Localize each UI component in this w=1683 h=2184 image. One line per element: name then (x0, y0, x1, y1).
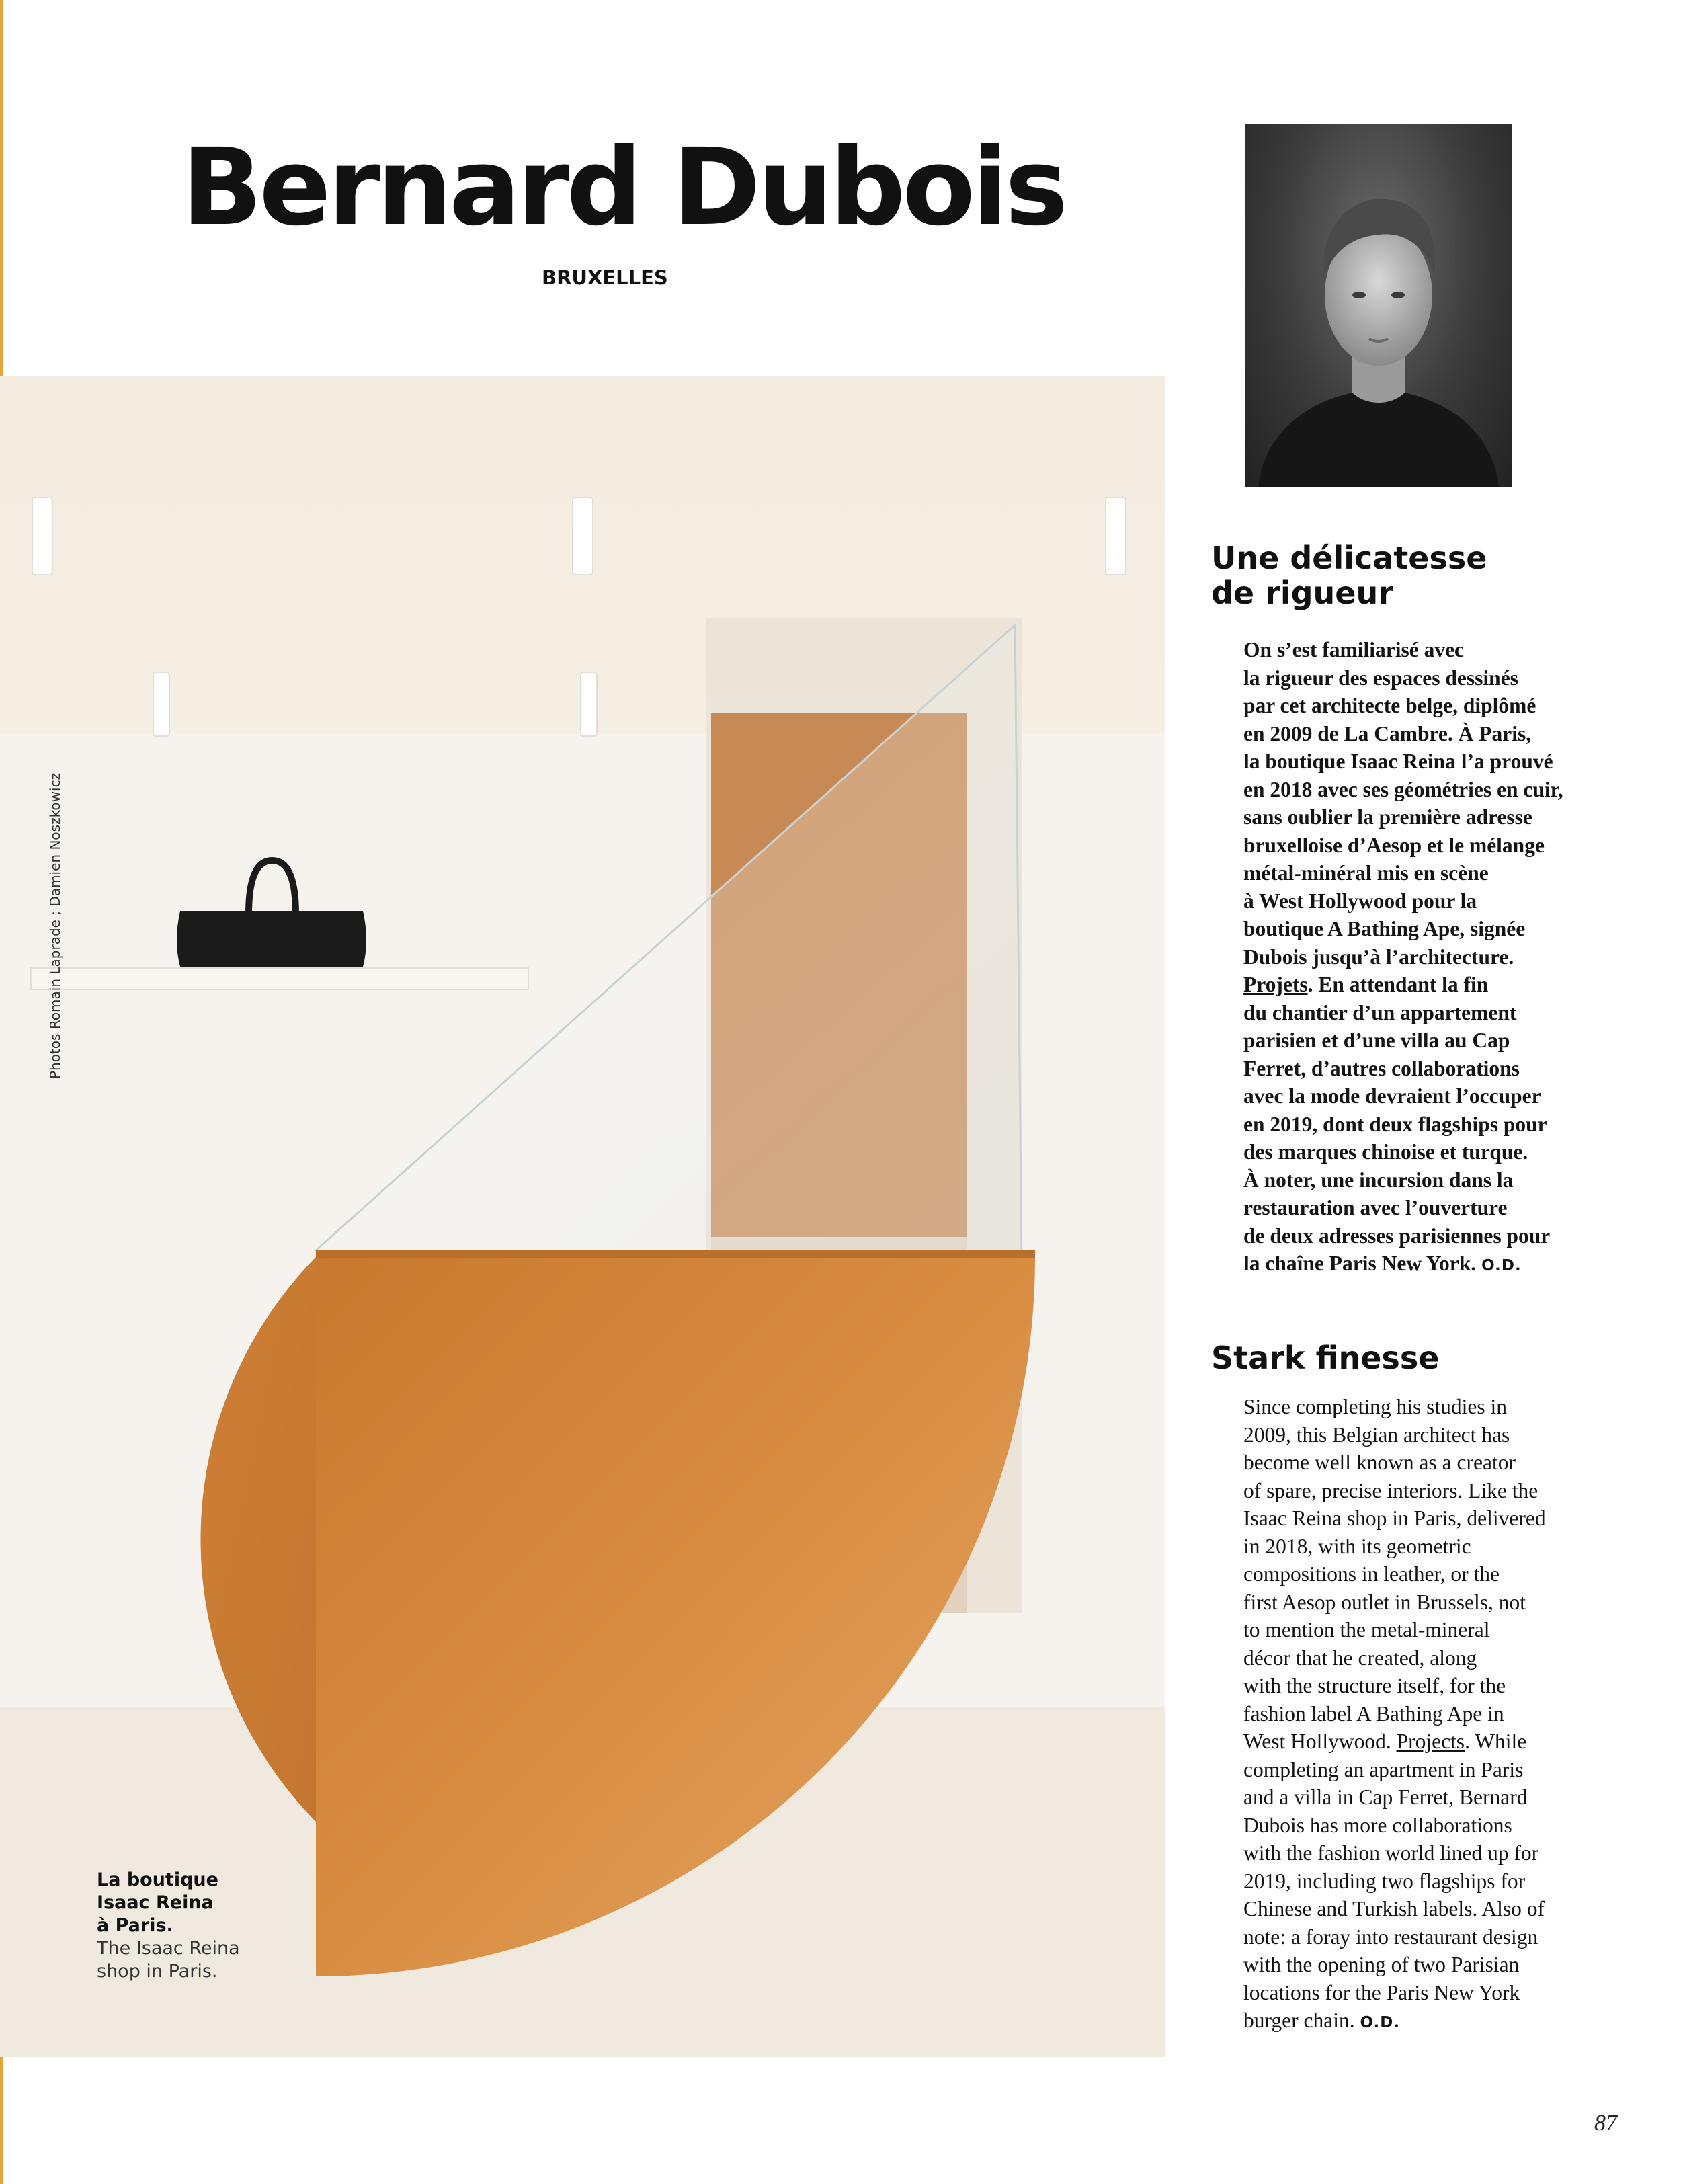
body-line: first Aesop outlet in Brussels, not (1243, 1590, 1526, 1614)
body-line: with the fashion world lined up for (1243, 1841, 1539, 1865)
last-line: burger chain. (1243, 2009, 1355, 2032)
caption-fr-line: à Paris. (97, 1915, 173, 1936)
body-line: fashion label A Bathing Ape in (1243, 1701, 1504, 1726)
body-line (1243, 1728, 1620, 1756)
body-line: la boutique Isaac Reina l’a prouvé (1243, 750, 1553, 773)
body-line: 2009, this Belgian architect has (1243, 1422, 1510, 1447)
body-line: des marques chinoise et turque. (1243, 1140, 1528, 1164)
body-line: en 2019, dont deux flagships pour (1243, 1112, 1547, 1136)
body-line: bruxelloise d’Aesop et le mélange (1243, 833, 1545, 857)
page-title: Bernard Dubois (181, 126, 1065, 249)
body-line (1243, 1250, 1674, 1281)
article-heading-fr (1211, 540, 1588, 610)
caption-en-line: The Isaac Reina (97, 1938, 240, 1959)
article-heading-en: Stark finesse (1211, 1340, 1440, 1376)
body-line: de deux adresses parisiennes pour (1243, 1223, 1551, 1248)
photo-credit: Photos Romain Laprade ; Damien Noszkowicz (47, 772, 63, 1079)
last-line: la chaîne Paris New York. (1243, 1252, 1477, 1275)
page-edge-accent (0, 2057, 3, 2184)
body-line: in 2018, with its geometric (1243, 1534, 1471, 1558)
body-line: compositions in leather, or the (1243, 1562, 1500, 1586)
body-line: en 2009 de La Cambre. À Paris, (1243, 721, 1532, 745)
body-line: become well known as a creator (1243, 1451, 1516, 1474)
body-line: du chantier d’un appartement (1243, 1000, 1517, 1024)
body-line: À noter, une incursion dans la (1243, 1168, 1514, 1192)
body-line: boutique A Bathing Ape, signée (1243, 917, 1526, 940)
photo-caption (97, 1869, 258, 1983)
body-line: to mention the metal-mineral (1243, 1618, 1490, 1642)
body-line: locations for the Paris New York (1243, 1980, 1520, 2005)
heading-line: Une délicatesse (1211, 540, 1487, 576)
keyword-projects: Projects (1396, 1730, 1465, 1753)
body-line (1243, 971, 1674, 999)
body-line: avec la mode devraient l’occuper (1243, 1084, 1541, 1108)
body-line: 2019, including two flagships for (1243, 1869, 1526, 1893)
author-signature: O.D. (1360, 2014, 1401, 2031)
body-line: completing an apartment in Paris (1243, 1757, 1524, 1781)
body-line: Since completing his studies in (1243, 1395, 1507, 1418)
keyword-rest: . En attendant la fin (1307, 973, 1489, 996)
body-line: à West Hollywood pour la (1243, 889, 1477, 913)
page-number: 87 (1594, 2111, 1617, 2136)
body-line: décor that he created, along (1243, 1646, 1477, 1670)
keyword-prefix: West Hollywood. (1243, 1730, 1397, 1753)
body-line: with the opening of two Parisian (1243, 1953, 1520, 1976)
body-line: sans oublier la première adresse (1243, 805, 1532, 829)
body-line: and a villa in Cap Ferret, Bernard (1243, 1785, 1528, 1809)
keyword-projets: Projets (1243, 973, 1308, 996)
author-signature: O.D. (1481, 1257, 1522, 1275)
body-line: Ferret, d’autres collaborations (1243, 1056, 1520, 1080)
caption-fr-line: Isaac Reina (97, 1892, 214, 1913)
body-line: la rigueur des espaces dessinés (1243, 665, 1518, 690)
body-line: par cet architecte belge, diplômé (1243, 694, 1536, 717)
heading-line: de rigueur (1211, 575, 1393, 611)
page-edge-accent (0, 0, 3, 376)
body-line: note: a foray into restaurant design (1243, 1925, 1538, 1949)
caption-en-line: shop in Paris. (97, 1961, 218, 1982)
article-body-fr (1243, 636, 1674, 1281)
body-line (1243, 2007, 1620, 2037)
body-line: of spare, precise interiors. Like the (1243, 1478, 1538, 1502)
body-line: en 2018 avec ses géométries en cuir, (1243, 777, 1563, 801)
keyword-rest: . While (1465, 1730, 1527, 1753)
boutique-photo (0, 376, 1165, 2057)
city-label: BRUXELLES (542, 266, 668, 289)
body-line: Dubois jusqu’à l’architecture. (1243, 944, 1514, 969)
body-line: parisien et d’une villa au Cap (1243, 1028, 1510, 1052)
caption-fr-line: La boutique (97, 1869, 218, 1890)
body-line: restauration avec l’ouverture (1243, 1196, 1508, 1219)
body-line: Isaac Reina shop in Paris, delivered (1243, 1506, 1546, 1530)
architect-portrait (1245, 124, 1512, 487)
body-line: with the structure itself, for the (1243, 1674, 1506, 1697)
body-line: Chinese and Turkish labels. Also of (1243, 1897, 1545, 1920)
body-line: métal-minéral mis en scène (1243, 861, 1489, 885)
body-line: Dubois has more collaborations (1243, 1813, 1512, 1837)
article-body-en (1243, 1393, 1620, 2037)
body-line: On s’est familiarisé avec (1243, 638, 1465, 661)
